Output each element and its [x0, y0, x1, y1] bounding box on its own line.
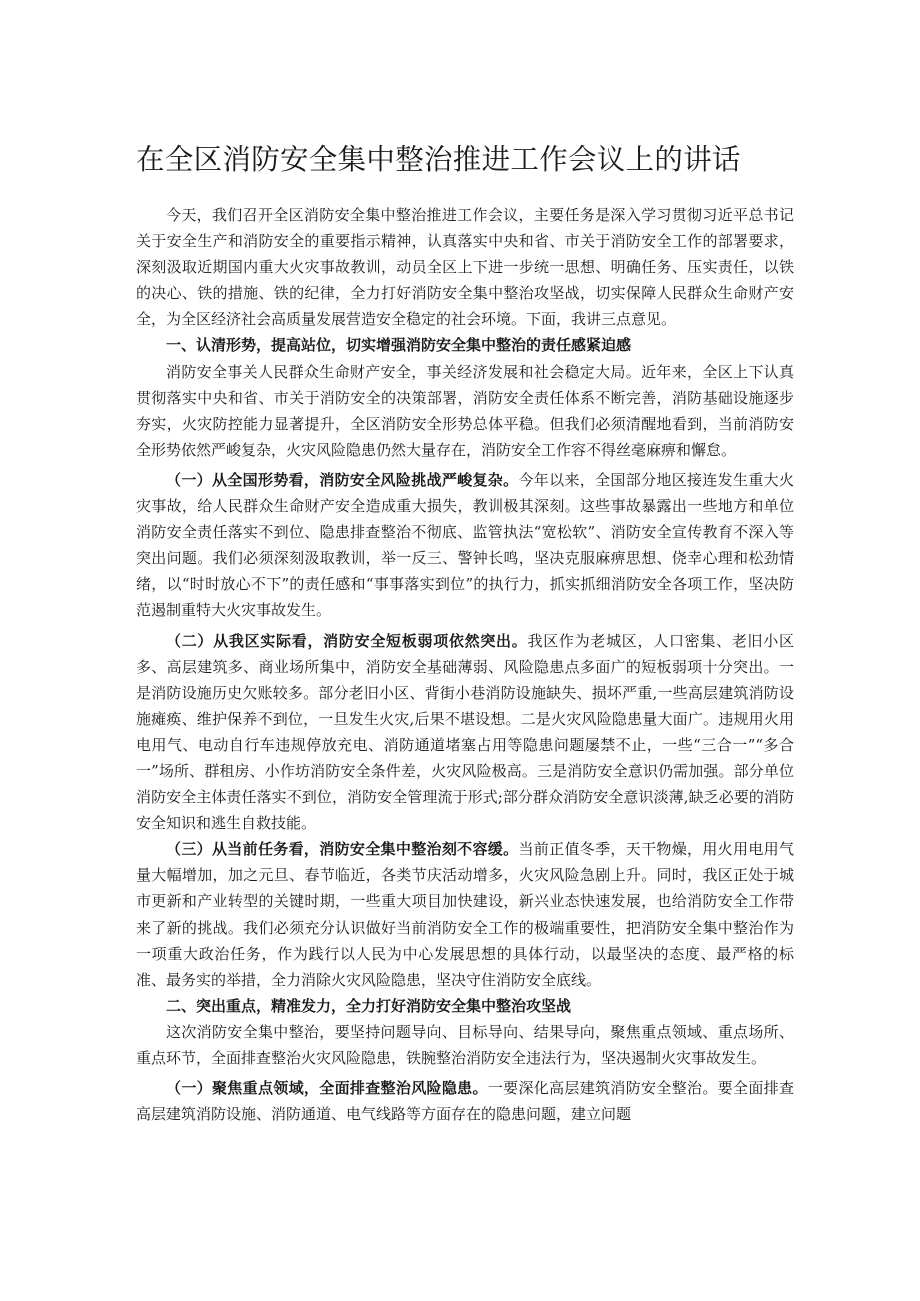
section-1-sub-2-lead: （二）从我区实际看，消防安全短板弱项依然突出。	[166, 631, 528, 650]
document-page	[136, 140, 794, 1127]
section-1-heading: 一、认清形势，提高站位，切实增强消防安全集中整治的责任感紧迫感	[166, 336, 632, 355]
section-2-sub-1-paragraph	[136, 1075, 794, 1127]
document-title: 在全区消防安全集中整治推进工作会议上的讲话	[136, 143, 741, 176]
section-2-sub-1-body: 一要深化高层建筑消防安全整治。要全面排查高层建筑消防设施、消防通道、电气线路等方面存在的隐患问题，建立问题	[136, 1079, 794, 1124]
section-2-heading: 二、突出重点，精准发力，全力打好消防安全集中整治攻坚战	[166, 996, 572, 1015]
section-1-sub-1-lead: （一）从全国形势看，消防安全风险挑战严峻复杂。	[166, 470, 519, 489]
intro-paragraph: 今天，我们召开全区消防安全集中整治推进工作会议，主要任务是深入学习贯彻习近平总书记关于安全生产和消防安全的重要指示精神，认真落实中央和省、市关于消防安全工作的部署要求，深刻汲取近期国内重大火灾事故教训，动员全区上下进一步统一思想、明确任务、压实责任，以铁的决心、铁的措施、铁的纪律，全力打好消防安全集中整治攻坚战，切实保障人民群众生命财产安全，为全区经济社会高质量发展营造安全稳定的社会环境。下面，我讲三点意见。	[136, 206, 794, 329]
section-1-sub-3-paragraph	[136, 836, 794, 993]
section-1-sub-1-body: 今年以来，全国部分地区接连发生重大火灾事故，给人民群众生命财产安全造成重大损失，教训极其深刻。这些事故暴露出一些地方和单位消防安全责任落实不到位、隐患排查整治不彻底、监管执法“宽松软”、消防安全宣传教育不深入等突出问题。我们必须深刻汲取教训，举一反三、警钟长鸣，坚决克服麻痹思想、侥幸心理和松劲情绪，以“时时放心不下”的责任感和“事事落实到位”的执行力，抓实抓细消防安全各项工作，坚决防范遏制重特大火灾事故发生。	[136, 470, 794, 620]
section-1-sub-2-paragraph	[136, 628, 794, 837]
section-2-paragraph: 这次消防安全集中整治，要坚持问题导向、目标导向、结果导向，聚焦重点领域、重点场所、重点环节，全面排查整治火灾风险隐患，铁腕整治消防安全违法行为，坚决遏制火灾事故发生。	[136, 1022, 794, 1067]
section-2-sub-1-lead: （一）聚焦重点领域，全面排查整治风险隐患。	[166, 1079, 488, 1098]
section-1-sub-3-lead: （三）从当前任务看，消防安全集中整治刻不容缓。	[166, 840, 519, 859]
section-1-paragraph: 消防安全事关人民群众生命财产安全，事关经济发展和社会稳定大局。近年来，全区上下认真贯彻落实中央和省、市关于消防安全的决策部署，消防安全责任体系不断完善，消防基础设施逐步夯实，火灾防控能力显著提升，全区消防安全形势总体平稳。但我们必须清醒地看到，当前消防安全形势依然严峻复杂，火灾风险隐患仍然大量存在，消防安全工作容不得丝毫麻痹和懈怠。	[136, 362, 794, 459]
section-1-sub-3-body: 当前正值冬季，天干物燥，用火用电用气量大幅增加，加之元旦、春节临近，各类节庆活动增多，火灾风险急剧上升。同时，我区正处于城市更新和产业转型的关键时期，一些重大项目加快建设，新兴业态快速发展，也给消防安全工作带来了新的挑战。我们必须充分认识做好当前消防安全工作的极端重要性，把消防安全集中整治作为一项重大政治任务，作为践行以人民为中心发展思想的具体行动，以最坚决的态度、最严格的标准、最务实的举措，全力消除火灾风险隐患，坚决守住消防安全底线。	[136, 840, 794, 989]
section-1-sub-1-paragraph	[136, 467, 794, 624]
section-1-sub-2-body: 我区作为老城区，人口密集、老旧小区多、高层建筑多、商业场所集中，消防安全基础薄弱、风险隐患点多面广的短板弱项十分突出。一是消防设施历史欠账较多。部分老旧小区、背街小巷消防设施缺失、损坏严重,一些高层建筑消防设施瘫痪、维护保养不到位，一旦发生火灾,后果不堪设想。二是火灾风险隐患量大面广。违规用火用电用气、电动自行车违规停放充电、消防通道堵塞占用等隐患问题屡禁不止，一些“三合一”“多合一”场所、群租房、小作坊消防安全条件差，火灾风险极高。三是消防安全意识仍需加强。部分单位消防安全主体责任落实不到位，消防安全管理流于形式;部分群众消防安全意识淡薄,缺乏必要的消防安全知识和逃生自救技能。	[136, 631, 794, 833]
